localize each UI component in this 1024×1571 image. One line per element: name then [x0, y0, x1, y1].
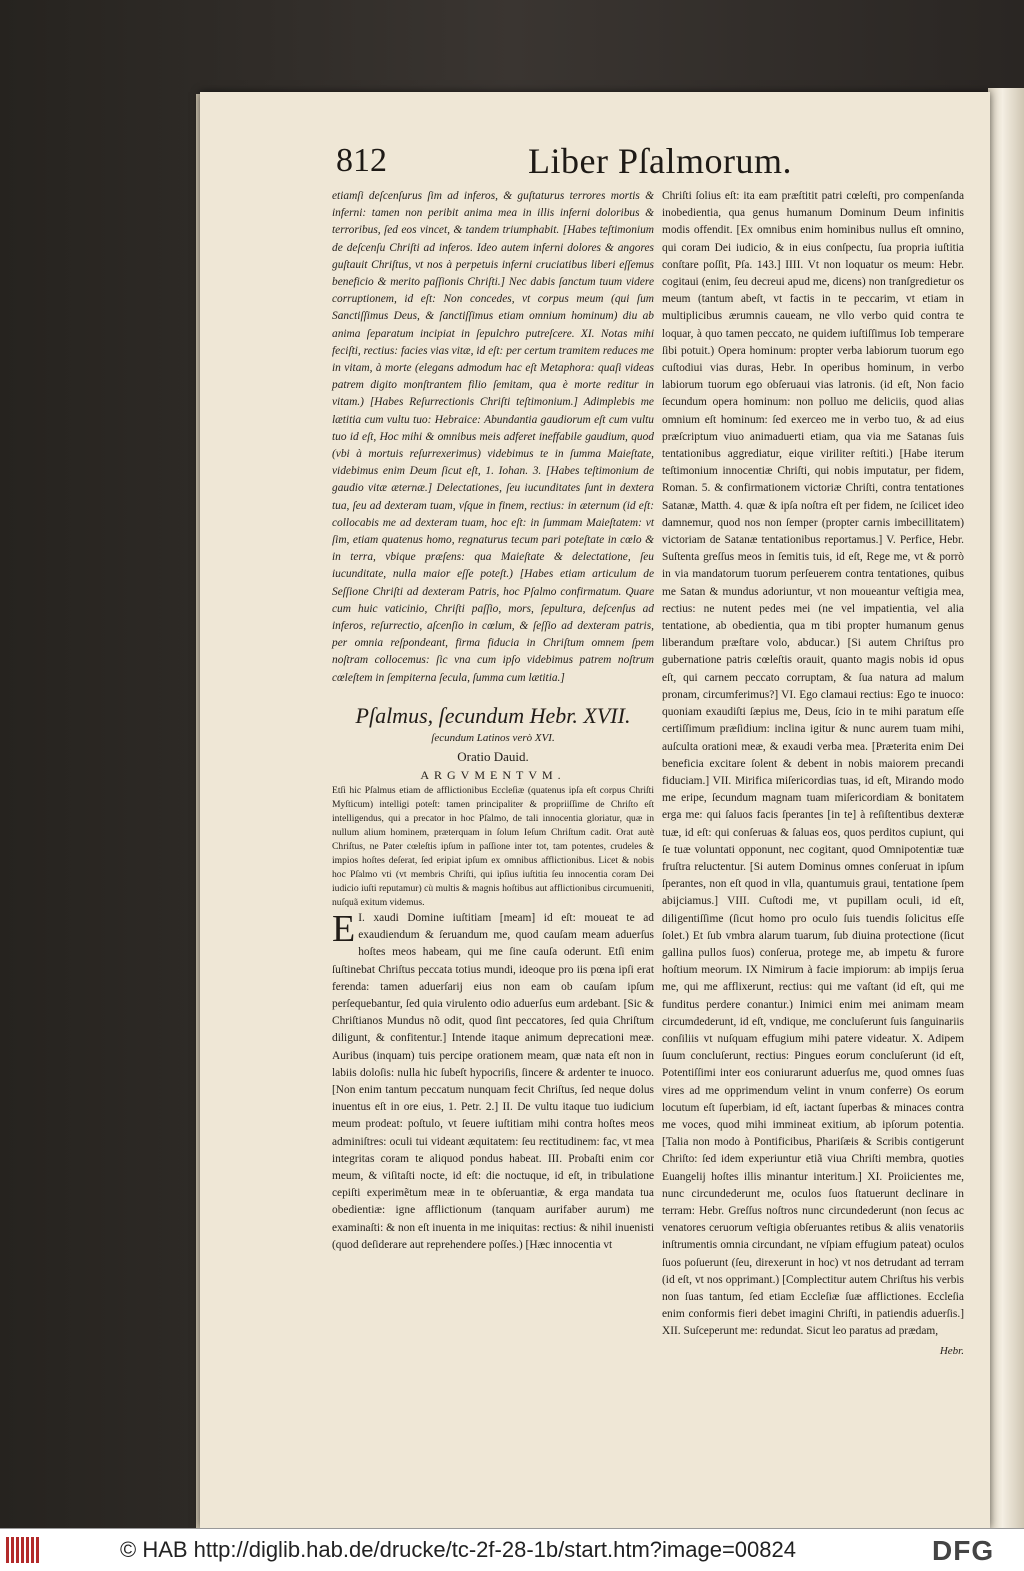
argument-text: Etſi hic Pſalmus etiam de afflictionibus Eccleſiæ (quatenus ipſa eſt corpus Chriſti Myſticum) intelligi poteſt: tamen principaliter & propriiſſime de Chriſto eſt intelligendus, qui a precator in hoc Pſalmo, de tali innocentia gloriatur, quæ in nullum alium hominem, præterquam in ſolum Ieſum Chriſtum cadit. Orat autè Chriſtus, ne Pater cœleſtis ipſum in paſſione inter tot, tam potentes, crudeles & impios hoſtes deſerat, ſed eripiat ipſum ex omnibus afflictionibus. Licet & nobis hoc Pſalmo vti (vt membris Chriſti, qui ipſius iuſtitia ſeu innocentia coram Dei iudicio iuſti reputamur) cù multis & magnis hoſtibus aut afflictionibus circumueniti, nuſquã exitum videmus. — [332, 784, 654, 908]
hab-logo-icon — [6, 1537, 46, 1563]
commentary-paragraph: etiamſi deſcenſurus ſim ad inferos, & guſtaturus terrores mortis & inferni: tamen non peribit anima mea in illis inferni doloribus & terroribus, ſed eos vincet, & tandem triumphabit. [Habes teſtimonium de deſcenſu Chriſti ad inferos. Ideo autem inferni dolores & angores guſtauit Chriſtus, vt nos à perpetuis inferni cruciatibus liberi eſſemus beneficio & merito paſſionis Chriſti.] Nec dabis ſanctum tuum videre corruptionem, id eſt: Non concedes, vt corpus meum (qui ſum Sanctiſſimus Deus, & ſanctiſſimus etiam omnium hominum) diu ab anima ſeparatum incipiat in ſepulchro putreſcere. XI. Notas mihi feciſti, rectius: facies vias vitæ, id eſt: per certum tramitem reduces me in vitam, à morte (elegans admodum hac eſt Metaphora: quaſi videas patrem digito monſtrantem filio ſemitam, qua è morte reditur in vitam.) [Habes Reſurrectionis Chriſti teſtimonium.] Adimplebis me lætitia cum vultu tuo: Hebraice: Abundantia gaudiorum eſt cum vultu tuo id eſt, Hoc mihi & omnibus meis adferet ineffabile gaudium, quod (vbi à mortuis reſurrexerimus) videbimus te in ſumma Maieſtate, videbimus enim Deum ſicut eſt, 1. Iohan. 3. [Habes teſtimonium de gaudio vitæ æternæ.] Delectationes, ſeu iucunditates ſunt in dextera tua, ſeu ad dexteram tuam, vſque in finem, rectius: in æternum (id eſt: collocabis me ad dexteram tuam, hoc eſt: in ſummam Maieſtatem: vt ſim, etiam quatenus homo, regnaturus tecum pari poteſtate in cœlo & in terra, vbique præſens: qua Maieſtate & delectatione, ſeu iucunditate, nulla maior eſſe poteſt.) [Habes etiam articulum de Seſſione Chriſti ad dexteram Patris, hoc Pſalmo confirmatum. Quare cum huic vaticinio, Chriſti paſſio, mors, ſepultura, deſcenſus ad inferos, reſurrectio, aſcenſio in cœlum, & ſeſſio ad dexteram patris, per omnia reſpondeant, firma fiducia in Chriſtum omnem ſpem noſtram collocemus: ſic vna cum ipſo videbimus patrem noſtrum cœleſtem in ſempiterna ſecula, ſumma cum lætitia.] — [332, 190, 654, 684]
source-url[interactable]: © HAB http://diglib.hab.de/drucke/tc-2f-28-1b/start.htm?image=00824 — [120, 1537, 796, 1562]
commentary-text: Chriſti ſolius eſt: ita eam præſtitit patri cœleſti, pro compenſanda inobedientia, qua genus humanum Dominum Deum infinitis modis offendit. [Ex omnibus enim hominibus nullus eſt omnino, qui coram Dei iudicio, & in eius conſpectu, ſua propria iuſtitia conſtare poſſit, Pſa. 143.] IIII. Vt non loquatur os meum: Hebr. cogitaui (enim, ſeu decreui apud me, dicens) non tranſgredietur os meum (tantum abeſt, vt factis in te peccarim, vt etiam in multiplicibus ærumnis caueam, ne vllo verbo quid contra te loquar, à quo tamen peccato, ne quidem iuſtiſſimus Iob temperare ſibi potuit.) Opera hominum: propter verba labiorum tuorum ego cuſtodiui vias duras, Hebr. In operibus hominum, in verbo labiorum tuorum ego obſeruaui vias latronis. (id eſt, Non facio ſecundum opera hominum: non polluo me deliciis, quod alias omnium eſt hominum: ſed exerceo me in verbo tuo, & ad eius præſcriptum viuo animaduerti etiam, qua via me Satanas ſuis tentationibus aggrediatur, eique viriliter reſtiti.) [Habe iterum teſtimonium innocentiæ Chriſti, qui nobis imputatur, per fidem, Roman. 5. & confirmationem victoriæ Chriſti, contra tentationes Satanæ, Matth. 4. quæ & ipſa noſtra eſt per fidem, ne ſcilicet ideo damnemur, quod nos non ſemper (propter carnis imbecillitatem) victoriam de Satanæ tentationibus reportamus.] V. Perfice, Hebr. Suſtenta greſſus meos in ſemitis tuis, id eſt, Rege me, vt & porrò in via mandatorum tuorum perſeuerem contra tentationes, quibus me Satan & mundus adoriuntur, vt non moueantur veſtigia mea, rectius: ne nutent pedes mei (ne vel impatientia, vel alia tentatione, ab obedientia, qua m tibi propter humanum genus liberandum præſtare volo, abducar.) [Si autem Chriſtus pro gubernatione patris cœleſtis orauit, quanto magis nobis id opus eſt, qui carnem peccato corruptam, & ſua natura ad malum pronam, circumferimus?] VI. Ego clamaui rectius: Ego te inuoco: quoniam exaudiſti ſæpius me, Deus, ſcio in te mihi paratum eſſe certiſſimum præſidium: inclina igitur & nunc aurem tuam mihi, auſculta orationi meæ, & exaudi verba mea. [Præterita enim Dei beneficia excitare ſolent & debent in nobis maiorem precandi fiduciam.] VII. Mirifica miſericordias tuas, id eſt, Mirando modo me eripe, ſecundum magnam tuam miſericordiam & bonitatem erga me: qui ſaluos facis ſperantes [in te] à reſiſtentibus dexteræ tuæ, id eſt: qui conſeruas & ſaluas eos, quos perditos cupiunt, qui ſe tuæ voluntati opponunt, nec cogitant, quod Omnipotentiæ tuæ fruſtra reluctentur. [Si autem Dominus omnes conſeruat in ipſum ſperantes, non eſt quod in vlla, quantumuis graui, tentatione ſpem abijciamus.] VIII. Cuſtodi me, vt pupillam oculi, id eſt, diligentiſſime (ſicut homo pro oculo ſuis tuendis ſolicitus eſſe ſolet.) Et ſub vmbra alarum tuarum, ſub diuina protectione (ſicut gallina pullos ſuos) conſerua, protege me, ab impetu & furore hoſtium meorum. IX Nimirum à facie impiorum: ab impijs ſerua me, qui me afflixerunt, rectius: qui me vaſtant (id eſt, qui me funditus perdere conantur.) Inimici enim mei animam meam circumdederunt, id eſt, vndique, me concluſerunt ſuis ſanguinariis conſiliis vt nuſquam effugium mihi patere videatur. X. Adipem ſuum concluſerunt, rectius: Pingues eorum concluſerunt (id eſt, Potentiſſimi inter eos coniurarunt aduerſus me, quod omnes ſuas vires ad me opprimendum velint in vnum conferre) Os eorum locutum eſt ſuperbiam, id eſt, iactant ſuperbas & minaces contra me voces, quod mihi immineat exitium, ab ipſorum potentia. [Talia non modo à Pontificibus, Phariſæis & Scribis contigerunt Chriſto: ſed idem experiuntur etiã viua Chriſti membra, quoties Euangelij hoſtes illis minantur interitum.] XI. Proiicientes me, nunc circundederunt me, oculos ſuos ſtatuerunt declinare in terram: Hebr. Greſſus noſtros nunc circundederunt (non ſecus ac venatores ceruorum veſtigia obſeruantes retibus & aliis venatoriis inſtrumentis omnia circundant, ne vſpiam effugium pateat) oculos ſuos poſuerunt (ſeu, direxerunt in hoc) vt nos detrudant ad terram (id eſt, vt nos opprimant.) [Complectitur autem Chriſtus his verbis non ſuas tantum, ſed etiam Eccleſiæ ſuæ afflictiones. Eccleſia enim conformis fieri debet imagini Chriſti, in patiendis aduerſis.] XII. Suſceperunt me: redundat. Sicut leo paratus ad prædam, — [662, 190, 964, 1338]
page-number: 812 — [336, 142, 387, 179]
dfg-logo: DFG — [932, 1535, 995, 1566]
right-column — [662, 188, 964, 1360]
left-column — [332, 188, 654, 1254]
psalm-oratio: Oratio Dauid. — [457, 748, 529, 764]
psalm-title: Pſalmus, ſecundum Hebr. XVII. — [355, 702, 631, 728]
drop-cap: E — [332, 907, 356, 950]
psalm-subtitle: ſecundum Latinos verò XVI. — [431, 731, 555, 744]
running-title: Liber Pſalmorum. — [528, 141, 792, 181]
verse-text: xaudi Domine iuſtitiam [meam] id eſt: moueat te ad exaudiendum & ſeruandum me, quod cauſam meam aduerſus hoſtes meos habeam, qui me ſine cauſa oderunt. Etſi enim ſuſtinebat Chriſtus peccata totius mundi, ideoque pro iis pœna ipſi erat ferenda: tamen aduerſarij eius non eam ob cauſam ipſum perſequebantur, ſed quia virulento odio aduerſus eum ardebant. [Sic & Chriſtianos Mundus nõ odit, quod ſint peccatores, ſed quia Chriſtum diligunt, & confitentur.] Intende itaque animum deprecationi meæ. Auribus (inquam) tuis percipe orationem meam, quæ nata eſt non in labiis doloſis: nulla hic ſubeſt hypocriſis, ſincere & ardenter te inuoco. [Non enim tantum peccatum nunquam fecit Chriſtus, ſed neque dolus inuentus eſt in ore eius, 1. Petr. 2.] II. De vultu itaque tuo iudicium meum prodeat: poſtulo, vt ſeuere iuſtitiam mihi contra hoſtes meos adminiſtres: oculi tui videant æquitatem: ſeu rectitudinem: fac, vt mea integritas coram te aliquod pondus habeat. III. Probaſti enim cor meum, & viſitaſti nocte, id eſt: die noctuque, id eſt, in tribulatione cepiſti experimẽtum meæ in te obſeruantiæ, & erga mandata tua obedientiæ: igne afflictionum (tanquam aurifaber aurum) me examinaſti: & non eſt inuenta in me iniquitas: rectius: & nihil inuenisti (quod deſiderare aut reprehendere poſſes.) [Hæc innocentia vt — [332, 911, 654, 1251]
page-edge-right — [988, 88, 1024, 1528]
verse-number: I. — [358, 911, 365, 924]
catchword: Hebr. — [939, 1344, 964, 1357]
footer-bar — [0, 1528, 1024, 1571]
argument-heading: ARGVMENTVM. — [420, 767, 566, 782]
verse-one — [332, 907, 654, 1254]
